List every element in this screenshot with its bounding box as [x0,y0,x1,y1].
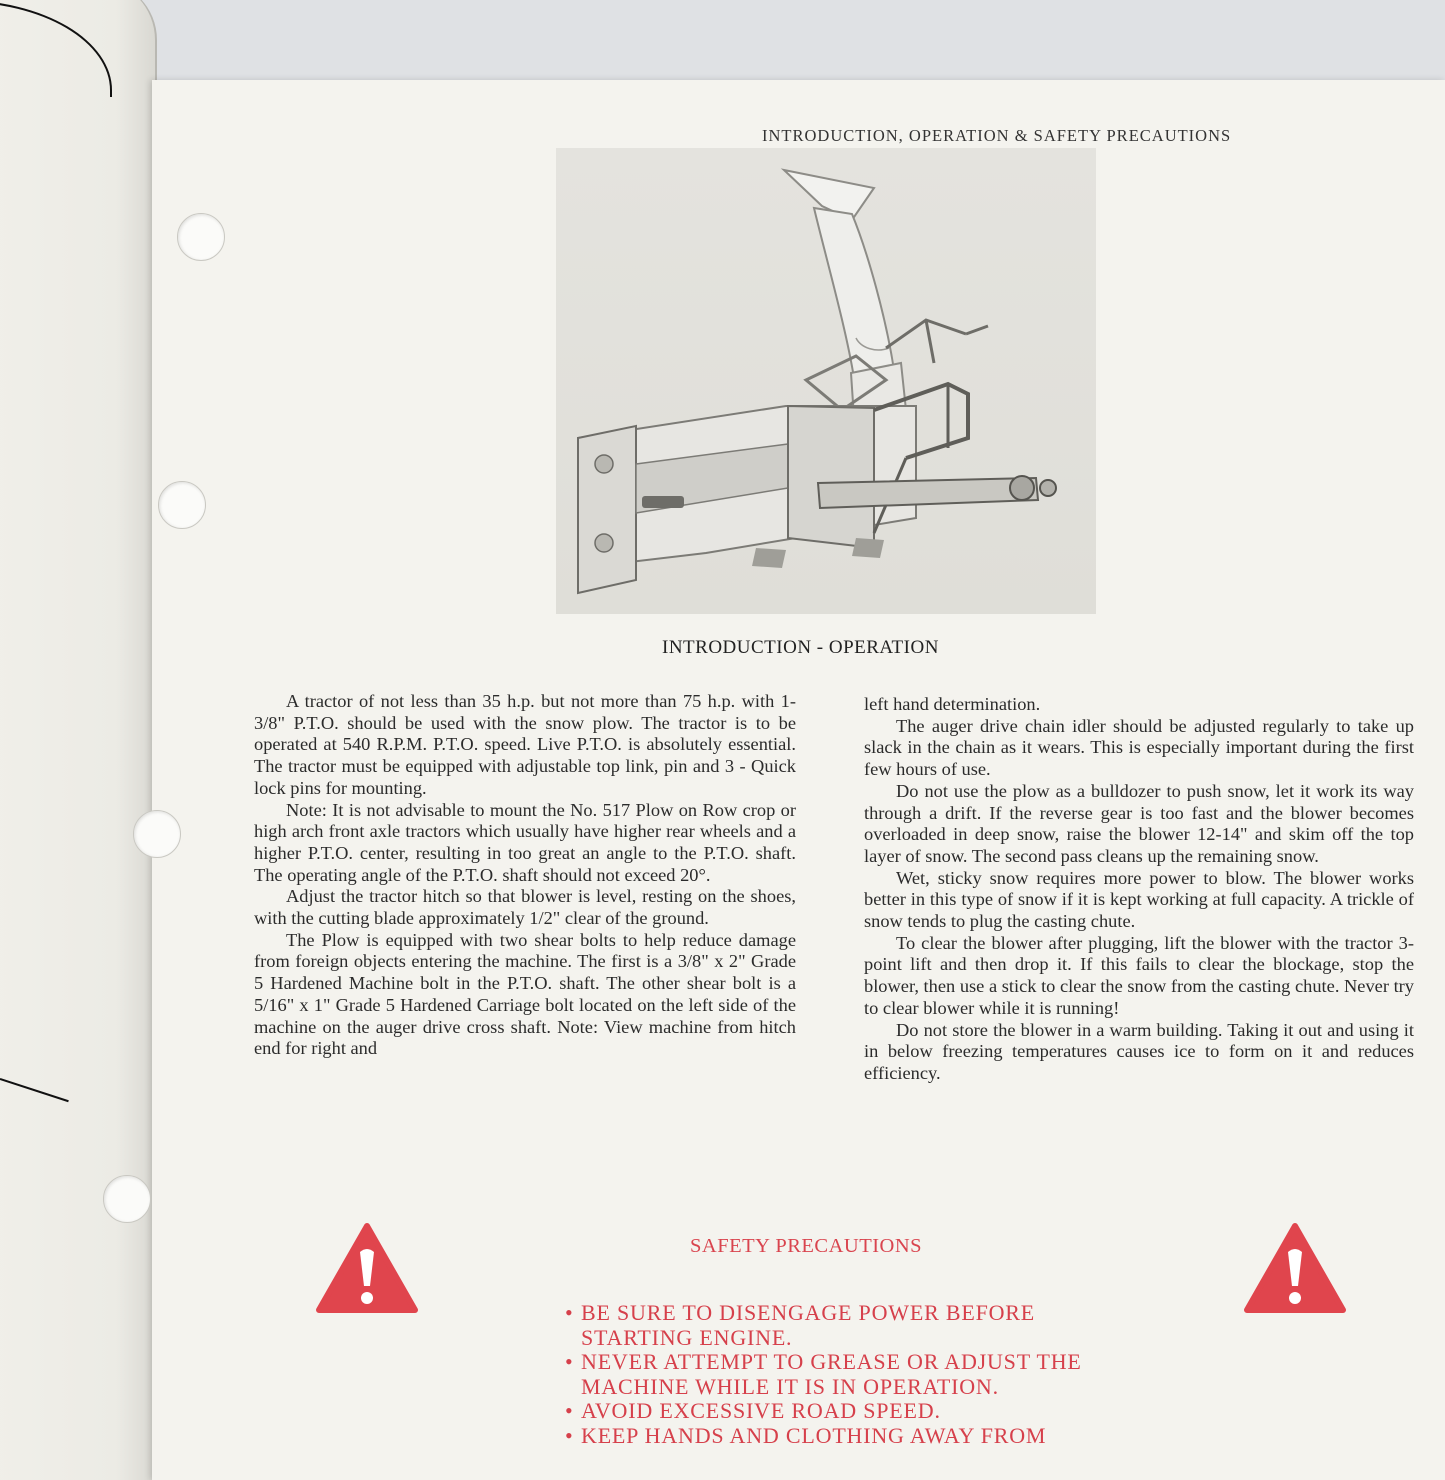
warning-triangle-icon [1243,1222,1347,1314]
safety-title: SAFETY PRECAUTIONS [690,1235,923,1257]
paragraph: To clear the blower after plugging, lift the blower with the tractor 3-point lift and then drop it. If this fails to clear the blockage, stop the blower, then use a stick to clear the snow from the casting chute. Never try to clear blower while it is running! [864,932,1414,1018]
safety-item: • AVOID EXCESSIVE ROAD SPEED. [565,1399,1125,1424]
paragraph: Adjust the tractor hitch so that blower is level, resting on the shoes, with the cutting blade approximately 1/2" clear of the ground. [254,886,796,929]
previous-page-edge [0,0,157,1480]
paragraph: The auger drive chain idler should be adjusted regularly to take up slack in the chain as it wears. This is especially important during the first few hours of use. [864,715,1414,780]
binder-hole [177,213,225,261]
snow-blower-photo [556,148,1096,614]
previous-page-rule [0,0,112,97]
binder-hole [133,810,181,858]
paragraph: Do not use the plow as a bulldozer to push snow, let it work its way through a drift. If the reverse gear is too fast and the blower becomes overloaded in deep snow, raise the blower 12-14" and skim off the top layer of snow. The second pass cleans up the remaining snow. [864,780,1414,866]
warning-triangle-icon [315,1222,419,1314]
binder-hole [158,481,206,529]
running-head: INTRODUCTION, OPERATION & SAFETY PRECAUTIONS [762,126,1232,145]
left-text-column [254,691,796,1060]
paragraph: Wet, sticky snow requires more power to blow. The blower works better in this type of snow if it is kept working at full capacity. A trickle of snow tends to plug the casting chute. [864,867,1414,932]
safety-item: • NEVER ATTEMPT TO GREASE OR ADJUST THE MACHINE WHILE IT IS IN OPERATION. [565,1350,1125,1399]
snow-blower-illustration [556,148,1096,614]
paragraph: Do not store the blower in a warm building. Taking it out and using it in below freezing temperatures causes ice to form on it and reduces efficiency. [864,1019,1414,1083]
safety-item: • BE SURE TO DISENGAGE POWER BEFORE STARTING ENGINE. [565,1301,1125,1350]
binder-hole [103,1175,151,1223]
safety-list [565,1301,1125,1448]
safety-item: • KEEP HANDS AND CLOTHING AWAY FROM [565,1424,1125,1449]
right-text-column [864,694,1414,1085]
paragraph: left hand determination. [864,694,1041,714]
paragraph: A tractor of not less than 35 h.p. but not more than 75 h.p. with 1-3/8" P.T.O. should be used with the snow plow. The tractor is to be operated at 540 R.P.M. P.T.O. speed. Live P.T.O. is absolutely essential. The tractor must be equipped with adjustable top link, pin and 3 - Quick lock pins for mounting. [254,691,796,798]
paragraph: Note: It is not advisable to mount the No. 517 Plow on Row crop or high arch front axle tractors which usually have higher rear wheels and a higher P.T.O. center, resulting in too great an angle to the P.T.O. shaft. The operating angle of the P.T.O. shaft should not exceed 20°. [254,799,796,885]
paragraph: The Plow is equipped with two shear bolts to help reduce damage from foreign objects entering the machine. The first is a 3/8" x 2" Grade 5 Hardened Machine bolt in the P.T.O. shaft. The other shear bolt is a 5/16" x 1" Grade 5 Hardened Carriage bolt located on the left side of the machine on the auger drive cross shaft. Note: View machine from hitch end for right and [254,929,796,1059]
section-title: INTRODUCTION - OPERATION [662,637,939,658]
